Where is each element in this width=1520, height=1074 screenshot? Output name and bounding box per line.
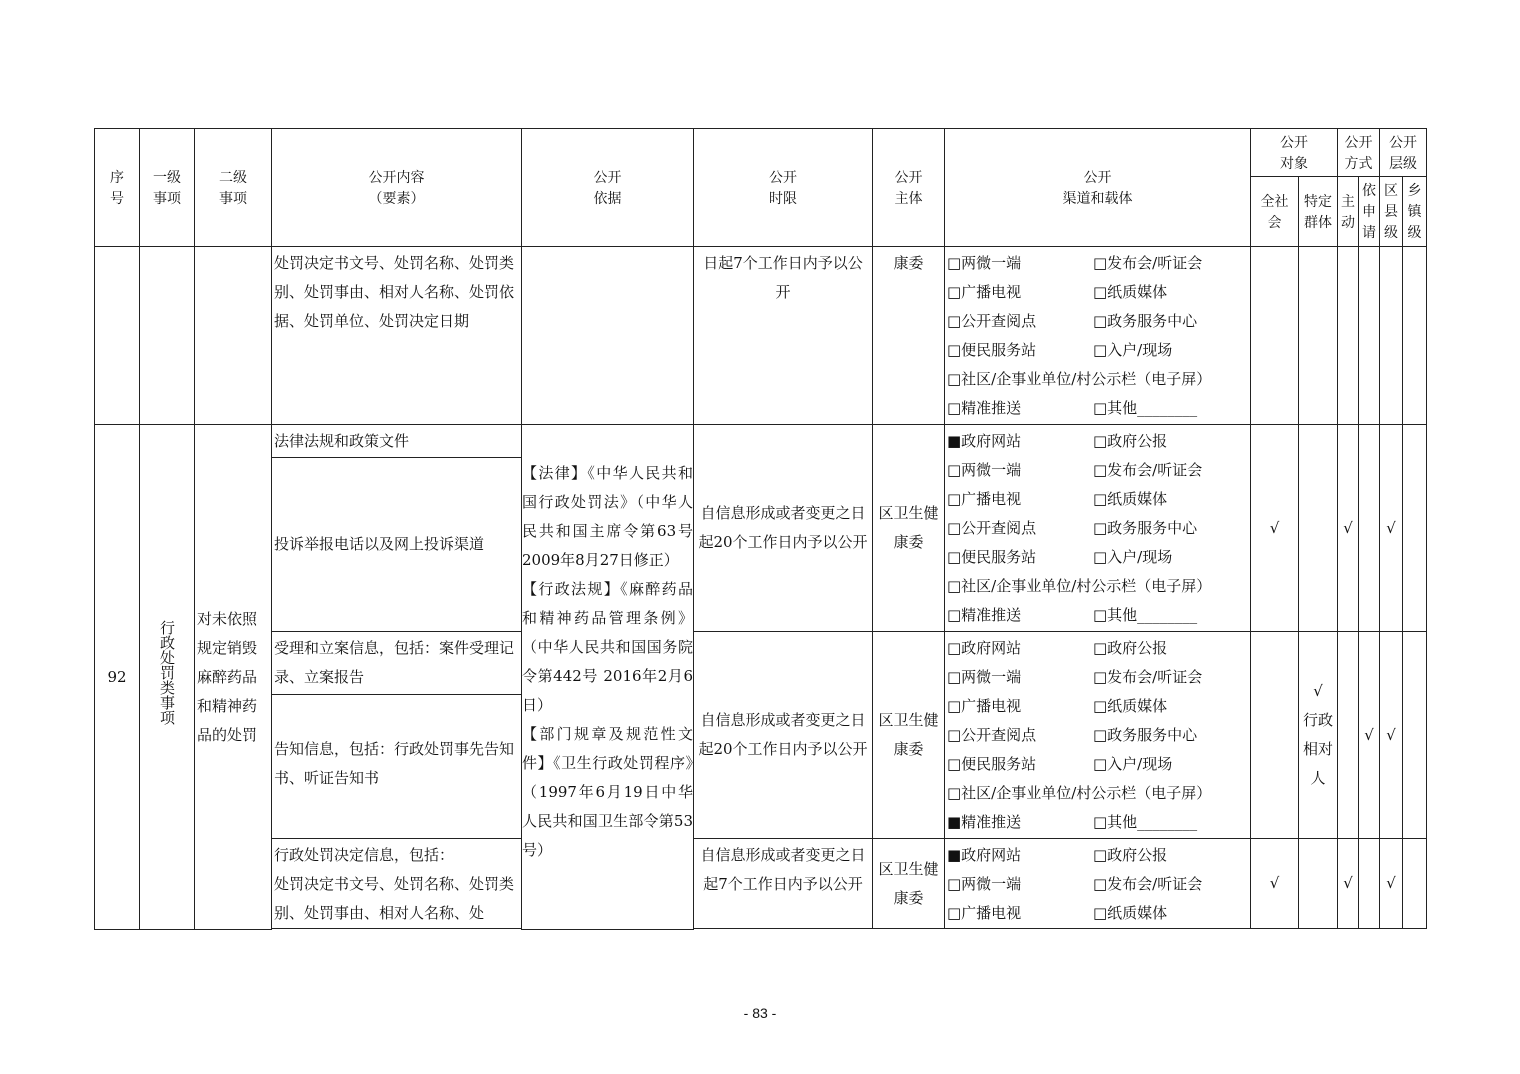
channel-cell: [945, 839, 1251, 929]
check-town: [1403, 839, 1427, 929]
channel-option: □精准推送: [947, 399, 1022, 417]
content-cell: 告知信息，包括：行政处罚事先告知书、听证告知书: [272, 695, 522, 839]
channel-cell: [945, 632, 1251, 839]
channel-line: [945, 808, 1250, 837]
channel-option: □其他________: [1093, 606, 1198, 624]
channel-line: [945, 485, 1250, 514]
subject-cell: 康委: [873, 247, 945, 425]
channel-line: [945, 307, 1250, 336]
header-method-apply: 依 申 请: [1359, 177, 1380, 247]
header-level1: 一级 事项: [140, 129, 195, 247]
channel-line: [945, 365, 1250, 394]
header-target-specific: 特定 群体: [1299, 177, 1338, 247]
cell-empty: [195, 247, 272, 425]
channel-option: □入户/现场: [1093, 341, 1173, 359]
channel-line: [945, 249, 1250, 278]
time-cell: 自信息形成或者变更之日起20个工作日内予以公开: [694, 425, 873, 632]
channel-line: [945, 572, 1250, 601]
cell-empty: [140, 247, 195, 425]
channel-option: □政务服务中心: [1093, 726, 1198, 744]
channel-line: [945, 278, 1250, 307]
check-town: [1403, 425, 1427, 632]
page-number: - 83 -: [743, 1005, 777, 1021]
channel-option: □政府公报: [1093, 639, 1168, 657]
check-apply: [1359, 839, 1380, 929]
header-method: 公开 方式: [1338, 129, 1380, 177]
header-basis: 公开 依据: [522, 129, 694, 247]
channel-option: □发布会/听证会: [1093, 254, 1203, 272]
header-level: 公开 层级: [1380, 129, 1427, 177]
item-seq: 92: [95, 425, 140, 930]
channel-option: □公开查阅点: [947, 519, 1037, 537]
header-channel: 公开 渠道和载体: [945, 129, 1251, 247]
subject-cell: 区卫生健康委: [873, 839, 945, 929]
channel-option: □政府公报: [1093, 432, 1168, 450]
cell-empty: [1251, 247, 1299, 425]
channel-option: □纸质媒体: [1093, 490, 1168, 508]
channel-option: □社区/企事业单位/村公示栏（电子屏）: [947, 577, 1212, 595]
channel-line: [945, 601, 1250, 630]
header-method-active: 主 动: [1338, 177, 1359, 247]
check-specific: √ 行政 相对 人: [1299, 632, 1338, 839]
channel-option: □政务服务中心: [1093, 312, 1198, 330]
check-active: √: [1338, 839, 1359, 929]
channel-option: □发布会/听证会: [1093, 875, 1203, 893]
header-level-district: 区 县 级: [1380, 177, 1403, 247]
cell-empty: [1403, 247, 1427, 425]
channel-option: □纸质媒体: [1093, 904, 1168, 922]
channel-line: [945, 543, 1250, 572]
channel-option: □广播电视: [947, 283, 1022, 301]
channel-option: □便民服务站: [947, 548, 1037, 566]
channel-line: [945, 721, 1250, 750]
header-level-town: 乡 镇 级: [1403, 177, 1427, 247]
item-level2: 对未依照规定销毁麻醉药品和精神药品的处罚: [195, 425, 272, 930]
channel-option: □入户/现场: [1093, 548, 1173, 566]
header-content: 公开内容 （要素）: [272, 129, 522, 247]
header-level2: 二级 事项: [195, 129, 272, 247]
content-cell: 处罚决定书文号、处罚名称、处罚类别、处罚事由、相对人名称、处罚依据、处罚单位、处罚决定日期: [272, 247, 522, 425]
content-cell: 受理和立案信息，包括：案件受理记录、立案报告: [272, 632, 522, 695]
channel-option: □政府公报: [1093, 846, 1168, 864]
check-district: √: [1380, 425, 1403, 632]
cell-empty: [1299, 247, 1338, 425]
channel-option: ■政府网站: [947, 846, 1022, 864]
channel-option: □其他________: [1093, 813, 1198, 831]
check-district: √: [1380, 839, 1403, 929]
time-cell: 自信息形成或者变更之日起20个工作日内予以公开: [694, 632, 873, 839]
channel-line: [945, 779, 1250, 808]
channel-option: □发布会/听证会: [1093, 461, 1203, 479]
channel-line: [945, 514, 1250, 543]
channel-line: [945, 634, 1250, 663]
channel-option: □政务服务中心: [1093, 519, 1198, 537]
channel-line: [945, 663, 1250, 692]
channel-option: □公开查阅点: [947, 726, 1037, 744]
check-all: [1251, 632, 1299, 839]
channel-line: [945, 394, 1250, 423]
channel-line: [945, 750, 1250, 779]
channel-option: ■精准推送: [947, 813, 1022, 831]
basis-cell: 【法律】《中华人民共和国行政处罚法》（中华人民共和国主席令第63号 2009年8月27日修正） 【行政法规】《麻醉药品和精神药品管理条例》（中华人民共和国国务院令第442号 2016年2月6日） 【部门规章及规范性文件】《卫生行政处罚程序》（1997年6月19日中华人民共和国卫生部令第53号）: [522, 425, 694, 930]
check-specific: [1299, 839, 1338, 929]
subject-cell: 区卫生健康委: [873, 632, 945, 839]
content-cell: 投诉举报电话以及网上投诉渠道: [272, 458, 522, 632]
header-seq: 序 号: [95, 129, 140, 247]
check-town: [1403, 632, 1427, 839]
check-active: √: [1338, 425, 1359, 632]
channel-option: □纸质媒体: [1093, 697, 1168, 715]
item-level1: 行政处罚类事项: [140, 425, 195, 930]
channel-option: □便民服务站: [947, 755, 1037, 773]
table-row: [95, 632, 1427, 695]
disclosure-table: [94, 128, 1427, 930]
channel-line: [945, 870, 1250, 899]
channel-option: □广播电视: [947, 490, 1022, 508]
check-active: [1338, 632, 1359, 839]
cell-empty: [95, 247, 140, 425]
channel-option: □入户/现场: [1093, 755, 1173, 773]
channel-option: □发布会/听证会: [1093, 668, 1203, 686]
header-target: 公开 对象: [1251, 129, 1338, 177]
channel-line: [945, 336, 1250, 365]
subject-cell: 区卫生健康委: [873, 425, 945, 632]
content-cell: 行政处罚决定信息，包括： 处罚决定书文号、处罚名称、处罚类别、处罚事由、相对人名称、处: [272, 839, 522, 929]
channel-option: □两微一端: [947, 875, 1022, 893]
channel-option: □两微一端: [947, 254, 1022, 272]
check-apply: [1359, 425, 1380, 632]
channel-option: □便民服务站: [947, 341, 1037, 359]
channel-line: [945, 692, 1250, 721]
channel-option: □两微一端: [947, 668, 1022, 686]
table-row: [95, 839, 1427, 929]
header-subject: 公开 主体: [873, 129, 945, 247]
channel-option: □公开查阅点: [947, 312, 1037, 330]
table-row-continuation: [95, 247, 1427, 425]
table-row: [95, 425, 1427, 458]
channel-cell: [945, 425, 1251, 632]
channel-option: □社区/企事业单位/村公示栏（电子屏）: [947, 784, 1212, 802]
time-cell: 自信息形成或者变更之日起7个工作日内予以公开: [694, 839, 873, 929]
check-specific: [1299, 425, 1338, 632]
content-cell: 法律法规和政策文件: [272, 425, 522, 458]
channel-option: □社区/企事业单位/村公示栏（电子屏）: [947, 370, 1212, 388]
channel-option: □政府网站: [947, 639, 1022, 657]
header-target-all: 全社 会: [1251, 177, 1299, 247]
channel-line: [945, 841, 1250, 870]
channel-cell: [945, 247, 1251, 425]
channel-option: □纸质媒体: [1093, 283, 1168, 301]
channel-line: [945, 899, 1250, 928]
time-cell: 日起7个工作日内予以公开: [694, 247, 873, 425]
check-district: √: [1380, 632, 1403, 839]
cell-empty: [1338, 247, 1359, 425]
channel-option: □精准推送: [947, 606, 1022, 624]
channel-option: □其他________: [1093, 399, 1198, 417]
channel-option: ■政府网站: [947, 432, 1022, 450]
check-apply: √: [1359, 632, 1380, 839]
channel-line: [945, 456, 1250, 485]
check-all: √: [1251, 425, 1299, 632]
channel-line: [945, 427, 1250, 456]
cell-empty: [522, 247, 694, 425]
check-all: √: [1251, 839, 1299, 929]
channel-option: □两微一端: [947, 461, 1022, 479]
cell-empty: [1380, 247, 1403, 425]
channel-option: □广播电视: [947, 904, 1022, 922]
channel-option: □广播电视: [947, 697, 1022, 715]
header-time: 公开 时限: [694, 129, 873, 247]
cell-empty: [1359, 247, 1380, 425]
